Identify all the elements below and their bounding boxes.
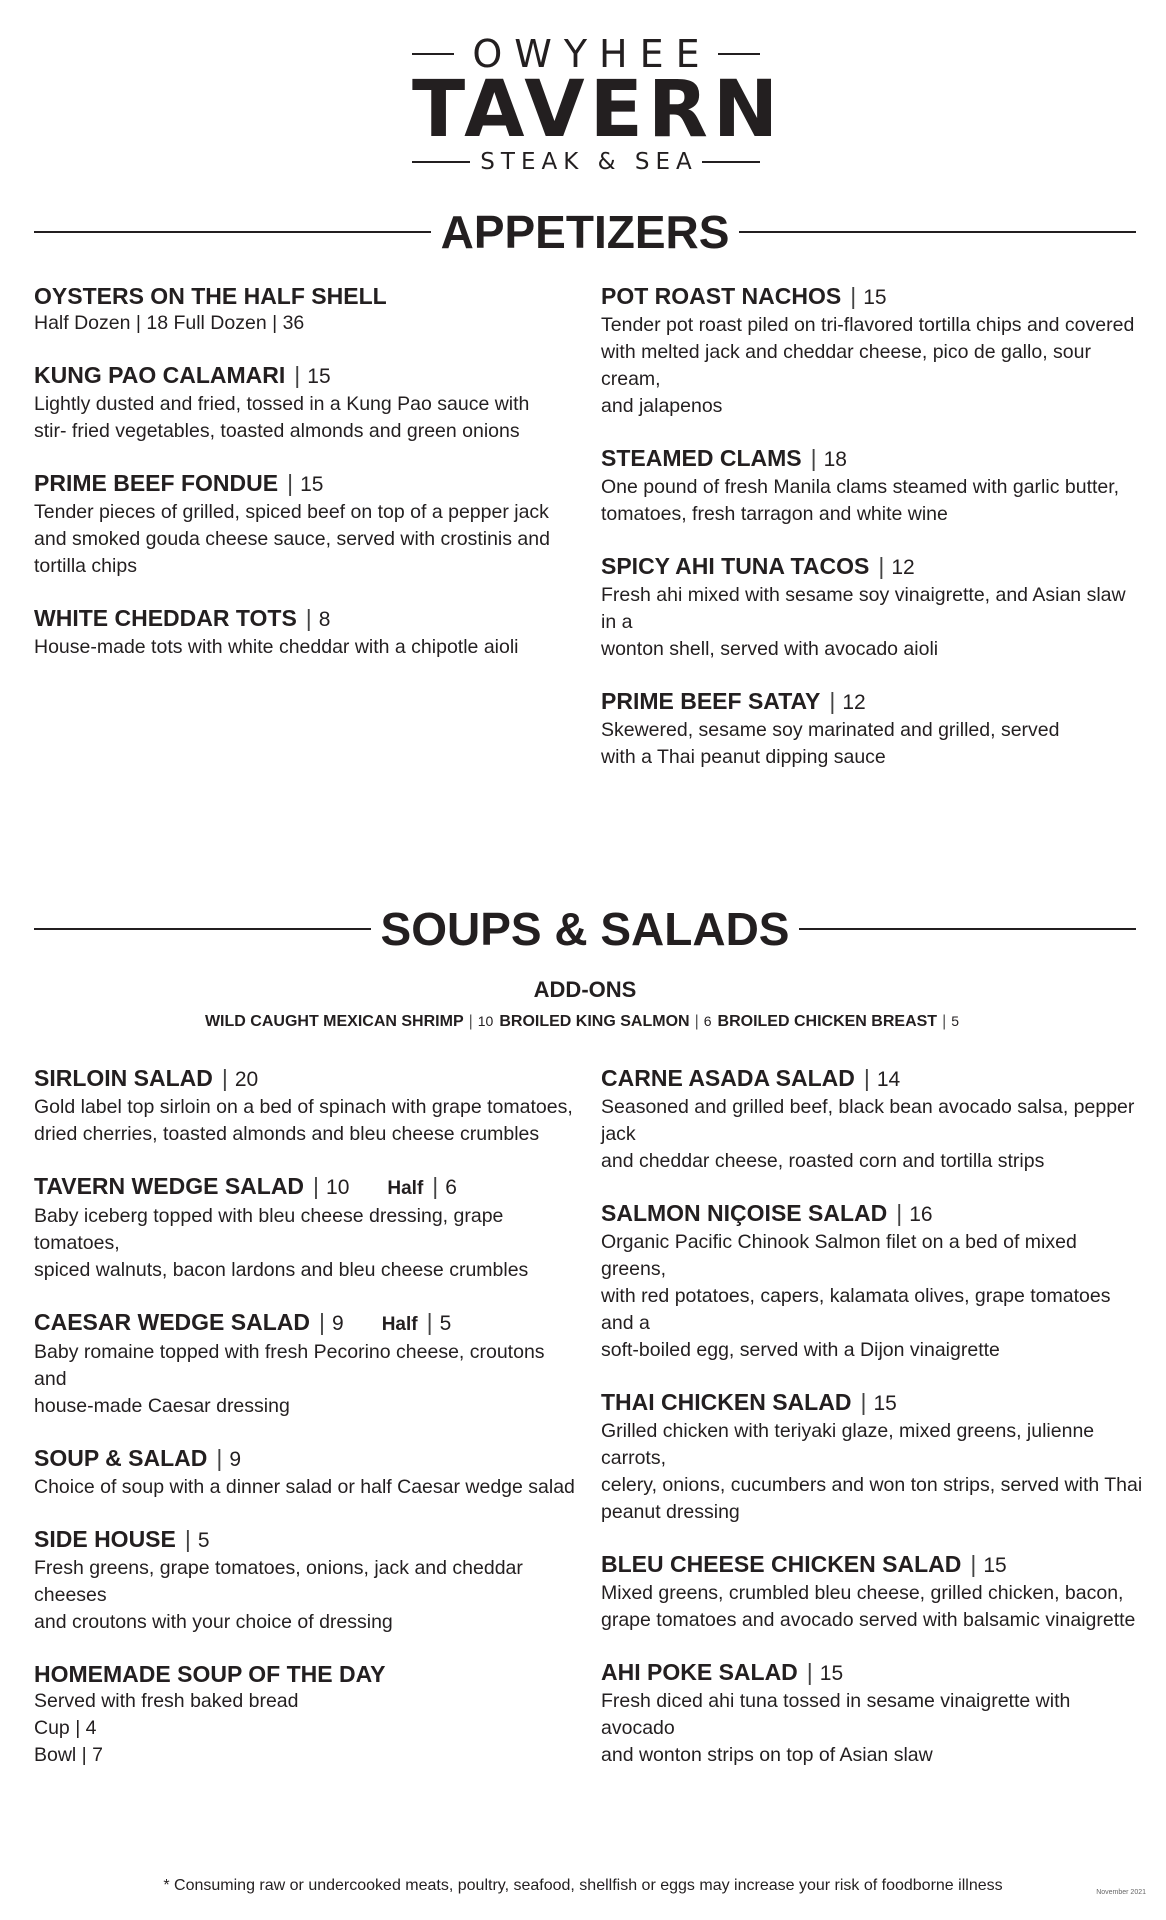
description-line: house-made Caesar dressing	[34, 1395, 290, 1417]
menu-item-price: 14	[876, 1068, 901, 1091]
menu-item-name: SIRLOIN SALAD	[34, 1065, 213, 1091]
menu-item-header	[601, 1550, 1146, 1580]
description-line: Skewered, sesame soy marinated and grilled, served	[601, 719, 1060, 741]
price-separator: |	[810, 445, 817, 471]
menu-item-header	[601, 1064, 1146, 1094]
menu-item-description	[34, 391, 579, 445]
menu-item-price: 15	[873, 1392, 897, 1415]
price-separator: |	[294, 362, 301, 388]
menu-item-header	[601, 1658, 1146, 1688]
description-line: spiced walnuts, bacon lardons and bleu cheese crumbles	[34, 1259, 529, 1281]
price-separator: |	[942, 1013, 947, 1030]
menu-item-price: 15	[863, 286, 887, 309]
appetizers-header	[34, 206, 1136, 258]
description-line: Tender pot roast piled on tri-flavored tortilla chips and covered	[601, 314, 1135, 336]
menu-item-name: STEAMED CLAMS	[601, 445, 802, 471]
description-line: Gold label top sirloin on a bed of spinach with grape tomatoes,	[34, 1096, 573, 1118]
menu-item-header	[34, 282, 579, 310]
half-portion-price: 6	[445, 1176, 457, 1199]
description-line: One pound of fresh Manila clams steamed with garlic butter,	[601, 476, 1120, 498]
menu-item	[34, 1064, 579, 1148]
description-line: Baby romaine topped with fresh Pecorino cheese, croutons and	[34, 1341, 545, 1390]
header-rule	[34, 928, 371, 930]
menu-item-description	[601, 1229, 1146, 1364]
description-line: tortilla chips	[34, 555, 137, 577]
description-line: Cup | 4	[34, 1717, 97, 1739]
logo-rule	[412, 161, 470, 163]
price-separator: |	[878, 553, 885, 579]
description-line: soft-boiled egg, served with a Dijon vinaigrette	[601, 1339, 1000, 1361]
menu-item-name: CAESAR WEDGE SALAD	[34, 1309, 311, 1335]
price-separator: |	[468, 1013, 473, 1030]
menu-item	[34, 469, 579, 580]
menu-item	[601, 1658, 1146, 1769]
description-line: Tender pieces of grilled, spiced beef on top of a pepper jack	[34, 501, 549, 523]
menu-item-price: 9	[332, 1312, 344, 1335]
price-separator: |	[287, 470, 294, 496]
logo-bottom-text: STEAK & SEA	[480, 149, 698, 175]
description-line: and cheddar cheese, roasted corn and tortilla strips	[601, 1150, 1045, 1172]
menu-item	[601, 1550, 1146, 1634]
menu-item-name: SALMON NIÇOISE SALAD	[601, 1200, 888, 1226]
half-portion-label: Half	[381, 1314, 418, 1335]
menu-item-price: 8	[318, 608, 331, 631]
menu-item-header	[34, 469, 579, 499]
price-separator: |	[221, 1065, 228, 1091]
description-line: and croutons with your choice of dressing	[34, 1611, 393, 1633]
menu-item-description	[34, 1688, 579, 1769]
logo-main-text: TAVERN	[412, 65, 784, 155]
menu-item-price: 20	[234, 1068, 259, 1091]
menu-item-name: HOMEMADE SOUP OF THE DAY	[34, 1661, 386, 1687]
menu-item-name: KUNG PAO CALAMARI	[34, 362, 286, 388]
menu-item-price: 5	[197, 1529, 210, 1552]
description-line: Choice of soup with a dinner salad or half Caesar wedge salad	[34, 1476, 575, 1498]
description-line: dried cherries, toasted almonds and bleu cheese crumbles	[34, 1123, 540, 1145]
description-line: peanut dressing	[601, 1501, 740, 1523]
menu-item-price: 18	[823, 448, 847, 471]
header-rule	[739, 231, 1136, 233]
menu-item-header	[34, 1660, 579, 1688]
menu-item-name: CARNE ASADA SALAD	[601, 1065, 855, 1091]
soups-salads-header	[34, 903, 1136, 955]
menu-item-name: WHITE CHEDDAR TOTS	[34, 605, 297, 631]
price-separator: |	[694, 1013, 699, 1030]
logo-rule	[718, 53, 760, 55]
menu-item-price: 15	[300, 473, 324, 496]
price-separator: |	[426, 1309, 433, 1335]
description-line: and wonton strips on top of Asian slaw	[601, 1744, 933, 1766]
price-separator: |	[829, 688, 836, 714]
menu-item-header	[34, 361, 579, 391]
add-on-name: WILD CAUGHT MEXICAN SHRIMP	[204, 1013, 464, 1030]
menu-item-header	[601, 282, 1146, 312]
description-line: stir- fried vegetables, toasted almonds and green onions	[34, 420, 520, 442]
price-separator: |	[806, 1659, 813, 1685]
description-line: House-made tots with white cheddar with a chipotle aioli	[34, 636, 519, 658]
menu-item	[34, 1172, 579, 1284]
menu-item-description	[34, 499, 579, 580]
menu-item-header	[34, 1064, 579, 1094]
menu-item-price: 12	[891, 556, 915, 579]
menu-item-description	[601, 1688, 1146, 1769]
price-separator: |	[970, 1551, 977, 1577]
menu-item-name: TAVERN WEDGE SALAD	[34, 1173, 305, 1199]
description-line: tomatoes, fresh tarragon and white wine	[601, 503, 948, 525]
menu-item	[601, 1199, 1146, 1364]
add-ons-title: ADD-ONS	[533, 977, 637, 1002]
description-line: Lightly dusted and fried, tossed in a Kung Pao sauce with	[34, 393, 530, 415]
description-line: Served with fresh baked bread	[34, 1690, 299, 1712]
logo-rule	[412, 53, 454, 55]
menu-item-name: BLEU CHEESE CHICKEN SALAD	[601, 1551, 962, 1577]
section-title: SOUPS & SALADS	[380, 903, 790, 955]
menu-item-header	[34, 1444, 579, 1474]
soups-left-column	[34, 1064, 579, 1793]
menu-date: November 2021	[1096, 1889, 1146, 1896]
food-safety-disclaimer: * Consuming raw or undercooked meats, poultry, seafood, shellfish or eggs may increase your risk of foodborne illness	[163, 1877, 1003, 1894]
description-line: Seasoned and grilled beef, black bean avocado salsa, pepper jack	[601, 1096, 1135, 1145]
menu-item	[34, 1444, 579, 1501]
menu-item-description	[34, 1094, 579, 1148]
description-line: Baby iceberg topped with bleu cheese dressing, grape tomatoes,	[34, 1205, 504, 1254]
menu-item-header	[601, 1388, 1146, 1418]
menu-item	[34, 604, 579, 661]
menu-item	[34, 282, 579, 337]
menu-item-header	[601, 444, 1146, 474]
menu-item-description	[601, 717, 1146, 771]
description-line: Fresh ahi mixed with sesame soy vinaigrette, and Asian slaw in a	[601, 584, 1126, 633]
add-on-price: 6	[703, 1013, 712, 1029]
menu-item	[34, 1660, 579, 1769]
menu-item-price: 12	[842, 691, 866, 714]
description-line: Half Dozen | 18 Full Dozen | 36	[34, 312, 305, 334]
menu-item-price: 16	[909, 1203, 933, 1226]
header-rule	[34, 231, 431, 233]
description-line: Fresh diced ahi tuna tossed in sesame vinaigrette with avocado	[601, 1690, 1071, 1739]
menu-item	[601, 1388, 1146, 1526]
menu-item	[601, 552, 1146, 663]
half-portion-price: 5	[439, 1312, 452, 1335]
description-line: Bowl | 7	[34, 1744, 104, 1766]
menu-item-description	[34, 310, 579, 337]
description-line: with a Thai peanut dipping sauce	[601, 746, 886, 768]
menu-item	[601, 687, 1146, 771]
menu-item-description	[34, 1203, 579, 1284]
price-separator: |	[305, 605, 312, 631]
add-on-price: 10	[477, 1013, 494, 1029]
description-line: with melted jack and cheddar cheese, pico de gallo, sour cream,	[601, 341, 1091, 390]
add-ons-list	[34, 1008, 1136, 1035]
menu-item-price: 15	[819, 1662, 844, 1685]
menu-item-name: AHI POKE SALAD	[601, 1659, 798, 1685]
description-line: wonton shell, served with avocado aioli	[601, 638, 939, 660]
menu-item-description	[34, 1474, 579, 1501]
menu-item-name: PRIME BEEF SATAY	[601, 688, 821, 714]
price-separator: |	[313, 1173, 320, 1199]
menu-item-header	[601, 552, 1146, 582]
appetizers-left-column	[34, 282, 579, 685]
appetizers-right-column	[601, 282, 1146, 795]
header-rule	[799, 928, 1136, 930]
menu-item-header	[34, 1172, 579, 1203]
price-separator: |	[432, 1173, 439, 1199]
menu-item-price: 15	[983, 1554, 1007, 1577]
description-line: grape tomatoes and avocado served with balsamic vinaigrette	[601, 1609, 1136, 1631]
menu-item-price: 9	[229, 1448, 242, 1471]
description-line: celery, onions, cucumbers and won ton strips, served with Thai	[601, 1474, 1143, 1496]
soups-right-column	[601, 1064, 1146, 1793]
description-line: and smoked gouda cheese sauce, served with crostinis and	[34, 528, 550, 550]
menu-item-header	[601, 1199, 1146, 1229]
half-portion-label: Half	[387, 1178, 424, 1199]
menu-item-name: OYSTERS ON THE HALF SHELL	[34, 283, 387, 309]
menu-item-name: PRIME BEEF FONDUE	[34, 470, 279, 496]
menu-item	[601, 1064, 1146, 1175]
menu-item-description	[601, 582, 1146, 663]
menu-item-description	[34, 1339, 579, 1420]
description-line: Fresh greens, grape tomatoes, onions, jack and cheddar cheeses	[34, 1557, 523, 1606]
menu-item-price: 10	[326, 1176, 350, 1199]
menu-item-description	[601, 1418, 1146, 1526]
menu-item-description	[601, 1094, 1146, 1175]
price-separator: |	[184, 1526, 191, 1552]
logo-top-text: OWYHEE	[472, 32, 712, 76]
logo-rule	[702, 161, 760, 163]
add-on-price: 5	[951, 1013, 960, 1029]
description-line: and jalapenos	[601, 395, 723, 417]
description-line: with red potatoes, capers, kalamata olives, grape tomatoes and a	[601, 1285, 1111, 1334]
add-on-name: BROILED CHICKEN BREAST	[717, 1013, 938, 1030]
menu-item-description	[601, 1580, 1146, 1634]
restaurant-logo	[412, 32, 784, 176]
menu-item-header	[34, 604, 579, 634]
menu-item	[34, 1308, 579, 1420]
add-on-name: BROILED KING SALMON	[499, 1013, 690, 1030]
add-ons-block	[34, 976, 1136, 1035]
price-separator: |	[863, 1065, 870, 1091]
price-separator: |	[896, 1200, 903, 1226]
menu-item-name: POT ROAST NACHOS	[601, 283, 842, 309]
description-line: Organic Pacific Chinook Salmon filet on a bed of mixed greens,	[601, 1231, 1077, 1280]
menu-item-header	[34, 1308, 579, 1339]
section-title: APPETIZERS	[440, 206, 730, 258]
price-separator: |	[216, 1445, 223, 1471]
menu-item-name: SOUP & SALAD	[34, 1445, 208, 1471]
menu-item-header	[34, 1525, 579, 1555]
menu-item	[601, 444, 1146, 528]
menu-item-description	[34, 1555, 579, 1636]
menu-item	[34, 361, 579, 445]
description-line: Mixed greens, crumbled bleu cheese, grilled chicken, bacon,	[601, 1582, 1124, 1604]
menu-item-description	[601, 474, 1146, 528]
menu-item	[601, 282, 1146, 420]
menu-item	[34, 1525, 579, 1636]
menu-item-price: 15	[307, 365, 331, 388]
menu-item-name: THAI CHICKEN SALAD	[601, 1389, 852, 1415]
description-line: Grilled chicken with teriyaki glaze, mixed greens, julienne carrots,	[601, 1420, 1095, 1469]
price-separator: |	[319, 1309, 325, 1335]
menu-item-description	[601, 312, 1146, 420]
menu-item-name: SPICY AHI TUNA TACOS	[601, 553, 870, 579]
price-separator: |	[850, 283, 857, 309]
menu-item-header	[601, 687, 1146, 717]
menu-item-name: SIDE HOUSE	[34, 1526, 176, 1552]
menu-item-description	[34, 634, 579, 661]
price-separator: |	[860, 1389, 867, 1415]
